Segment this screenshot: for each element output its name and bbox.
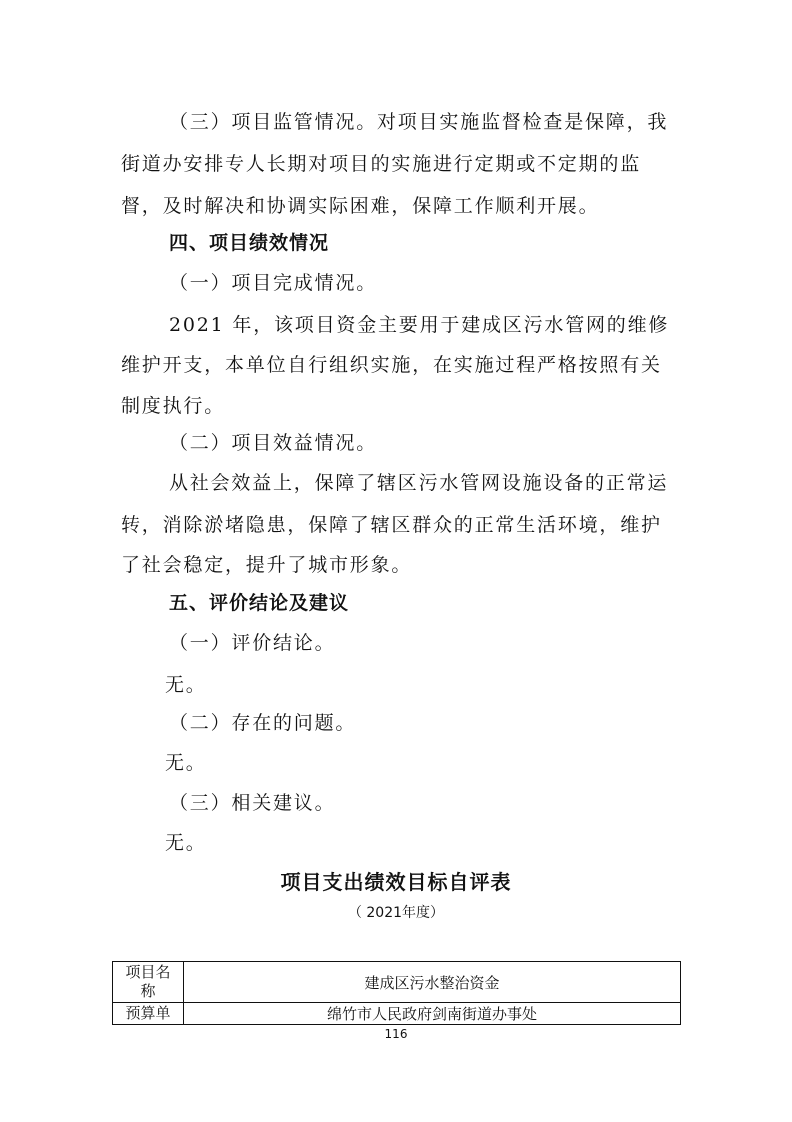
table-label-cell [113,962,184,1003]
paragraph-line: 从社会效益上，保障了辖区污水管网设施设备的正常运 [169,472,669,494]
table-year: （ 2021年度） [347,905,445,921]
table-value-cell: 绵竹市人民政府剑南街道办事处 [184,1003,681,1025]
section-heading-5: 五、评价结论及建议 [169,592,350,614]
subsection-title: （一）项目完成情况。 [169,272,378,294]
label-line: 项目名 [125,963,171,981]
subsection-title: （二）项目效益情况。 [169,432,378,454]
table-value-cell: 建成区污水整治资金 [184,962,681,1003]
paragraph-line: 维护开支，本单位自行组织实施，在实施过程严格按照有关 [121,354,662,376]
paragraph-line: 街道办安排专人长期对项目的实施进行定期或不定期的监 [121,153,642,175]
paragraph-line: 了社会稳定，提升了城市形象。 [121,554,413,576]
evaluation-table [112,961,681,1025]
subsection-title: （三）相关建议。 [169,792,336,814]
paragraph-line: 制度执行。 [121,395,226,417]
subsection-title: （一）评价结论。 [169,632,336,654]
answer-text: 无。 [165,752,207,774]
paragraph-line: 转，消除淤堵隐患，保障了辖区群众的正常生活环境，维护 [121,514,662,536]
answer-text: 无。 [165,674,207,696]
table-title: 项目支出绩效目标自评表 [280,870,512,894]
answer-text: 无。 [165,832,207,854]
label-line: 称 [140,982,156,1000]
paragraph-line: （三）项目监管情况。对项目实施监督检查是保障，我 [169,111,669,133]
section-heading-4: 四、项目绩效情况 [169,232,330,254]
page-number: 116 [384,1027,408,1041]
paragraph-line: 督，及时解决和协调实际困难，保障工作顺利开展。 [121,195,600,217]
subsection-title: （二）存在的问题。 [169,712,357,734]
table-row [113,1003,681,1025]
paragraph-line: 2021 年，该项目资金主要用于建成区污水管网的维修 [169,314,670,336]
table-row [113,962,681,1003]
table-label-cell: 预算单 [113,1003,184,1025]
